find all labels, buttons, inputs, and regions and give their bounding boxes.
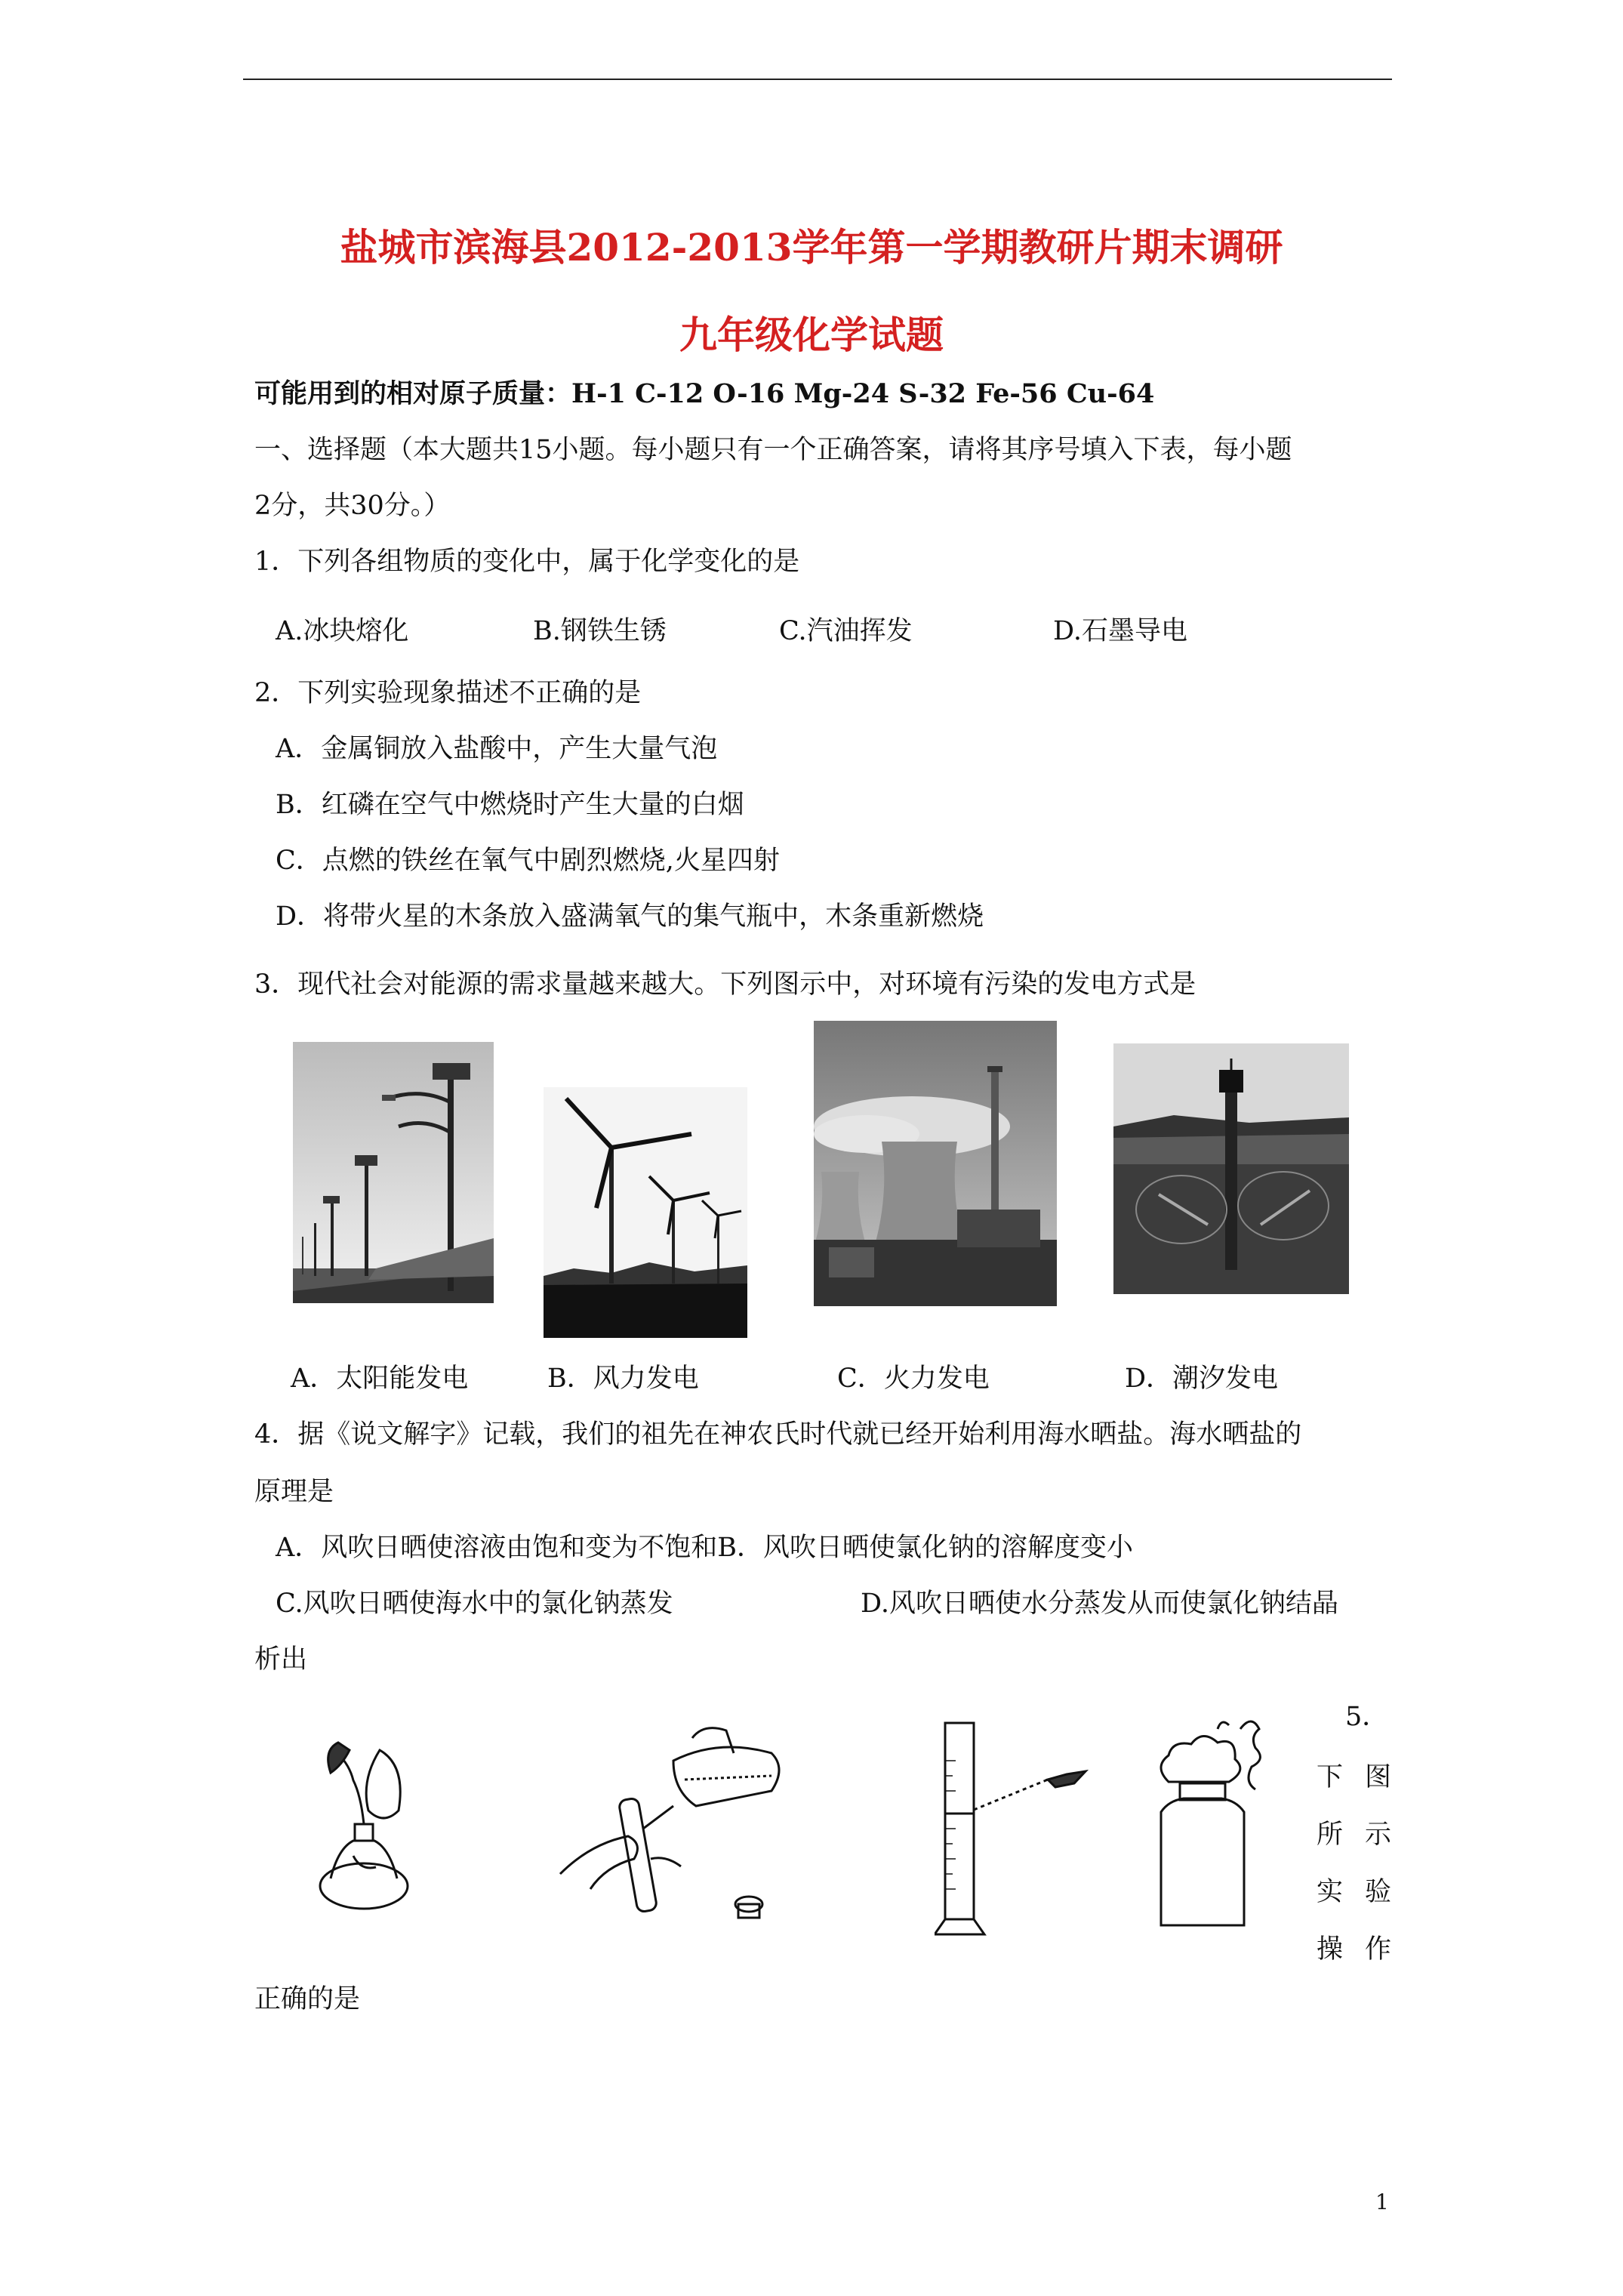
q1-option-a: A.冰块熔化 (276, 616, 409, 646)
q3-option-c: C．火力发电 (837, 1364, 990, 1394)
q5-vchar: 验 (1365, 1877, 1392, 1907)
q1-option-d: D.石墨导电 (1053, 616, 1187, 646)
q4-option-c: C.风吹日晒使海水中的氯化钠蒸发 (276, 1589, 673, 1619)
q1-option-b: B.钢铁生锈 (533, 616, 667, 646)
q3-option-d: D．潮汐发电 (1125, 1364, 1279, 1394)
smelling-gas-drawing (1146, 1714, 1273, 1939)
alcohol-lamp-drawing (308, 1735, 420, 1916)
q5-vchar: 操 (1317, 1934, 1344, 1965)
wind-power-photo (544, 1087, 747, 1338)
exam-subtitle: 九年级化学试题 (679, 313, 944, 357)
q3-option-a: A．太阳能发电 (291, 1364, 469, 1394)
q5-vchar: 图 (1365, 1762, 1392, 1792)
q1-option-c: C.汽油挥发 (779, 616, 913, 646)
q1-stem: 1．下列各组物质的变化中，属于化学变化的是 (254, 547, 800, 577)
q5-number: 5． (1345, 1702, 1389, 1732)
thermal-power-photo (814, 1021, 1057, 1306)
section1-intro-line2: 2分，共30分。） (254, 491, 451, 521)
page-number: 1 (1375, 2190, 1389, 2214)
q2-option-c: C．点燃的铁丝在氧气中剧烈燃烧,火星四射 (276, 846, 780, 876)
q2-stem: 2．下列实验现象描述不正确的是 (254, 678, 642, 708)
atomic-mass-line: 可能用到的相对原子质量：H-1 C-12 O-16 Mg-24 S-32 Fe-56 Cu-64 (254, 378, 1155, 409)
q2-option-d: D．将带火星的木条放入盛满氧气的集气瓶中，木条重新燃烧 (276, 901, 984, 932)
q5-vchar: 下 (1317, 1762, 1344, 1792)
q5-vchar: 作 (1365, 1934, 1392, 1965)
q5-vchar: 实 (1317, 1877, 1344, 1907)
q4-stem-line2: 原理是 (254, 1477, 334, 1507)
solar-power-photo (293, 1042, 494, 1303)
tidal-power-photo (1113, 1043, 1349, 1294)
q4-option-d-cont: 析出 (254, 1644, 308, 1675)
exam-title: 盐城市滨海县2012-2013学年第一学期教研片期末调研 (340, 225, 1283, 270)
q4-option-ab: A．风吹日晒使溶液由饱和变为不饱和B．风吹日晒使氯化钠的溶解度变小 (276, 1533, 1133, 1563)
q4-option-d: D.风吹日晒使水分蒸发从而使氯化钠结晶 (861, 1589, 1338, 1619)
pouring-liquid-drawing (545, 1723, 793, 1934)
q2-option-b: B．红磷在空气中燃烧时产生大量的白烟 (276, 790, 744, 820)
header-rule (243, 79, 1392, 80)
graduated-cylinder-drawing (935, 1715, 1101, 1942)
q4-stem-line1: 4．据《说文解字》记载，我们的祖先在神农氏时代就已经开始利用海水晒盐。海水晒盐的 (254, 1419, 1302, 1450)
q5-vchar: 示 (1365, 1820, 1392, 1850)
q3-option-b: B．风力发电 (547, 1364, 699, 1394)
section1-intro-line1: 一、选择题（本大题共15小题。每小题只有一个正确答案，请将其序号填入下表，每小题 (254, 435, 1292, 465)
q5-tail: 正确的是 (254, 1984, 361, 2014)
q2-option-a: A．金属铜放入盐酸中，产生大量气泡 (276, 734, 718, 764)
q5-vchar: 所 (1317, 1820, 1344, 1850)
q3-stem: 3．现代社会对能源的需求量越来越大。下列图示中，对环境有污染的发电方式是 (254, 969, 1196, 1000)
